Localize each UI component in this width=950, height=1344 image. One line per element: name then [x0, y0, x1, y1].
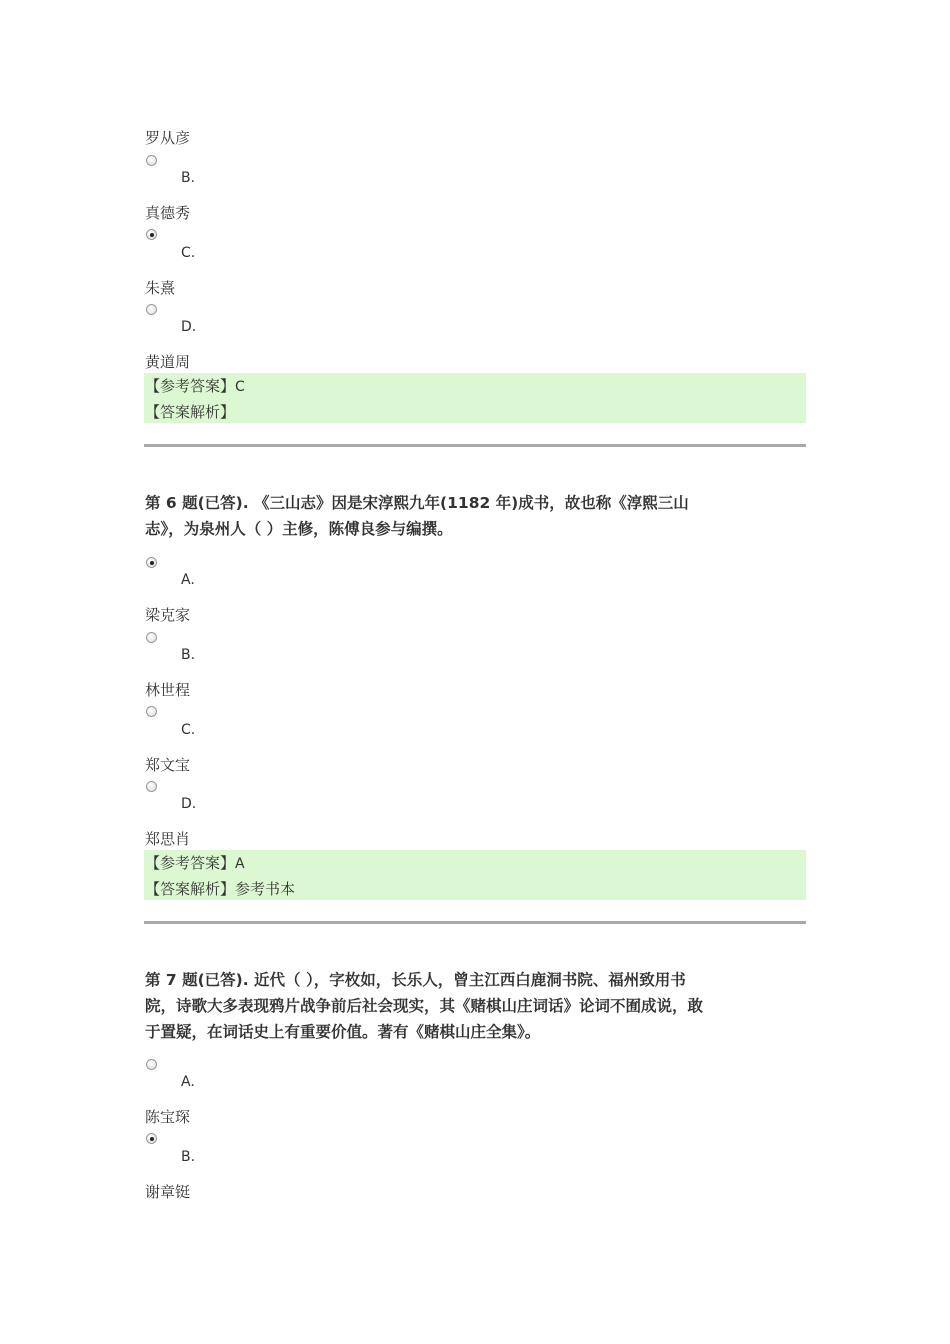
q7-question-line-2: 院，诗歌大多表现鸦片战争前后社会现实，其《赌棋山庄词话》论词不囿成说，敢: [145, 997, 704, 1015]
q6-option-b-radio[interactable]: [146, 632, 157, 643]
q6-option-c-radio[interactable]: [146, 706, 157, 717]
q5-reference-answer: [145, 375, 245, 396]
q5-option-b-text: 真德秀: [145, 204, 191, 222]
q6-option-c-letter: C.: [181, 722, 196, 738]
q6-answer-analysis: [145, 878, 295, 899]
q6-question-line-1: 《三山志》因是宋淳熙九年(1182 年)成书，故也称《淳熙三山: [254, 494, 689, 512]
q7-option-a-letter: A.: [181, 1074, 195, 1090]
q6-option-d-radio[interactable]: [146, 781, 157, 792]
q7-option-a-text: 陈宝琛: [145, 1108, 191, 1126]
q5-option-d-text: 黄道周: [145, 353, 191, 371]
q7-question-text: [145, 967, 807, 1045]
radio-dot-icon: [150, 561, 154, 565]
q7-number-label: 第 7 题(已答).: [145, 971, 249, 989]
q6-question-text: [145, 490, 807, 542]
q6-option-a-letter: A.: [181, 572, 195, 588]
q5-option-a-text: 罗从彦: [145, 129, 191, 147]
reference-answer-label: 【参考答案】: [145, 377, 236, 395]
analysis-label: 【答案解析】: [145, 880, 236, 898]
section-divider: [144, 444, 806, 447]
radio-dot-icon: [150, 1137, 154, 1141]
analysis-label: 【答案解析】: [145, 403, 236, 421]
q6-number-label: 第 6 题(已答).: [145, 494, 249, 512]
q6-option-d-text: 郑思肖: [145, 830, 191, 848]
q5-option-d-radio[interactable]: [146, 304, 157, 315]
q6-option-c-text: 郑文宝: [145, 756, 191, 774]
q7-question-line: [145, 967, 807, 993]
q7-option-b-radio[interactable]: [146, 1133, 157, 1144]
reference-answer-label: 【参考答案】: [145, 854, 236, 872]
q5-option-b-radio[interactable]: [146, 155, 157, 166]
q6-option-a-radio[interactable]: [146, 557, 157, 568]
analysis-value: 参考书本: [235, 880, 296, 898]
q6-option-d-letter: D.: [181, 796, 197, 812]
q5-option-c-radio[interactable]: [146, 229, 157, 240]
q7-question-line-3: 于置疑，在词话史上有重要价值。著有《赌棋山庄全集》。: [145, 1023, 541, 1041]
reference-answer-value: C: [235, 379, 245, 395]
section-divider: [144, 921, 806, 924]
q7-option-a-radio[interactable]: [146, 1059, 157, 1070]
q5-answer-analysis: [145, 401, 235, 422]
q6-question-line-2: 志》，为泉州人（ ）主修，陈傅良参与编撰。: [145, 520, 453, 538]
reference-answer-value: A: [235, 856, 245, 872]
q5-option-c-letter: C.: [181, 245, 196, 261]
q5-option-d-letter: D.: [181, 319, 197, 335]
q7-option-b-text: 谢章铤: [145, 1183, 191, 1201]
radio-dot-icon: [150, 233, 154, 237]
q6-option-b-letter: B.: [181, 647, 196, 663]
q6-reference-answer: [145, 852, 245, 873]
q5-option-b-letter: B.: [181, 170, 196, 186]
q6-option-a-text: 梁克家: [145, 606, 191, 624]
q7-question-line-1: 近代（ ），字枚如，长乐人，曾主江西白鹿洞书院、福州致用书: [254, 971, 686, 989]
q7-option-b-letter: B.: [181, 1149, 196, 1165]
q6-question-line: [145, 490, 807, 516]
q6-option-b-text: 林世程: [145, 681, 191, 699]
q5-option-c-text: 朱熹: [145, 279, 176, 297]
